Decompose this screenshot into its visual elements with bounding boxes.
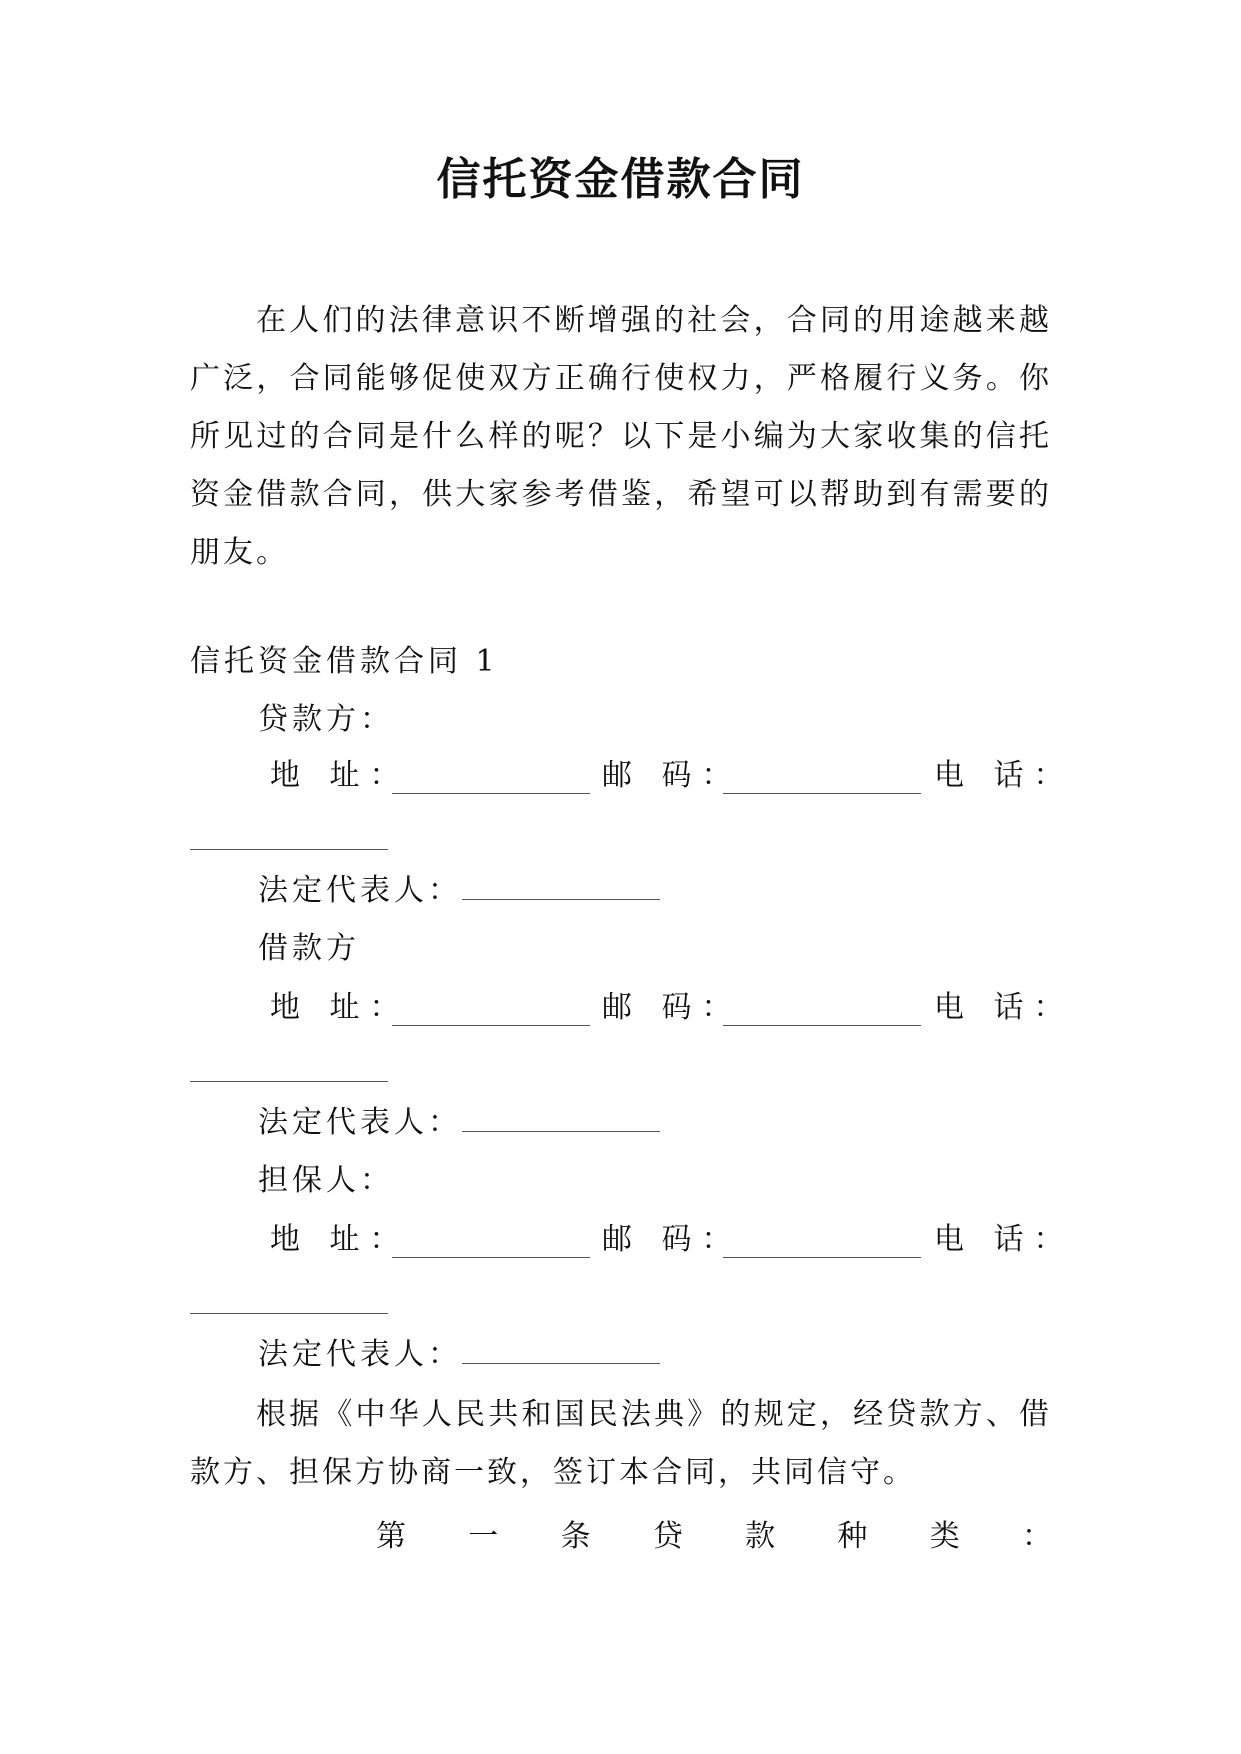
article-1-heading <box>376 1515 1052 1559</box>
lender-legal-rep <box>258 869 660 913</box>
article-1-char: 第 <box>376 1519 406 1554</box>
address-label: 地 址： <box>270 990 410 1025</box>
postcode-label: 邮 码： <box>602 758 742 793</box>
postcode-label: 邮 码： <box>602 1222 742 1257</box>
article-1-char: 种 <box>837 1519 868 1554</box>
article-1-char: ： <box>1021 1519 1052 1554</box>
borrower-legal-rep <box>258 1101 660 1145</box>
phone-blank <box>190 1080 388 1082</box>
postcode-label: 邮 码： <box>602 990 742 1025</box>
phone-label: 电 话： <box>934 990 1074 1025</box>
guarantor-contact-row <box>190 1218 1074 1262</box>
article-1-char: 贷 <box>652 1519 683 1554</box>
basis-paragraph: 根据《中华人民共和国民法典》的规定，经贷款方、借款方、担保方协商一致，签订本合同，共同信守。 <box>190 1397 1052 1490</box>
postcode-blank <box>723 1256 921 1258</box>
legal-rep-blank <box>462 1333 660 1364</box>
guarantor-label: 担保人： <box>258 1163 394 1198</box>
borrower-label: 借款方 <box>258 931 360 966</box>
lender-label: 贷款方： <box>258 702 394 737</box>
phone-blank <box>190 848 388 850</box>
phone-label: 电 话： <box>934 1222 1074 1257</box>
phone-label: 电 话： <box>934 758 1074 793</box>
legal-rep-label: 法定代表人： <box>258 1105 462 1140</box>
address-blank <box>392 792 590 794</box>
lender-contact-row <box>190 754 1074 798</box>
legal-rep-blank <box>462 869 660 900</box>
phone-blank <box>190 1312 388 1314</box>
borrower-contact-row <box>190 986 1074 1030</box>
intro-paragraph: 在人们的法律意识不断增强的社会，合同的用途越来越广泛，合同能够促使双方正确行使权力，严格履行义务。你所见过的合同是什么样的呢？以下是小编为大家收集的信托资金借款合同，供大家参考借鉴，希望可以帮助到有需要的朋友。 <box>190 303 1052 570</box>
document-title: 信托资金借款合同 <box>436 154 805 205</box>
legal-rep-blank <box>462 1101 660 1132</box>
address-blank <box>392 1024 590 1026</box>
article-1-char: 条 <box>560 1519 591 1554</box>
address-blank <box>392 1256 590 1258</box>
article-1-char: 类 <box>929 1519 960 1554</box>
postcode-blank <box>723 1024 921 1026</box>
guarantor-legal-rep <box>258 1333 660 1377</box>
article-1-char: 一 <box>468 1519 499 1554</box>
legal-rep-label: 法定代表人： <box>258 1337 462 1372</box>
article-1-char: 款 <box>745 1519 776 1554</box>
address-label: 地 址： <box>270 758 410 793</box>
section-title: 信托资金借款合同 1 <box>190 644 499 679</box>
legal-rep-label: 法定代表人： <box>258 873 462 908</box>
address-label: 地 址： <box>270 1222 410 1257</box>
postcode-blank <box>723 792 921 794</box>
